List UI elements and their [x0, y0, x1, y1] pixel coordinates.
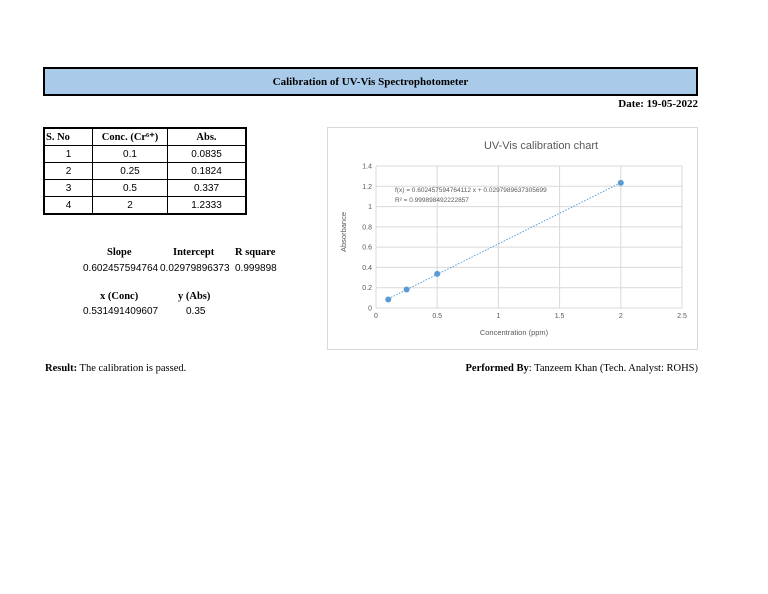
- x-tick-label: 1.5: [554, 313, 565, 320]
- data-point: [434, 271, 440, 277]
- performed-by-line: [466, 363, 699, 374]
- cell-sno: 2: [44, 163, 93, 180]
- y-tick-label: 1.2: [362, 183, 372, 191]
- document-date: Date: 19-05-2022: [618, 98, 698, 110]
- x-tick-label: 2.5: [677, 313, 687, 320]
- y-abs-label: y (Abs): [178, 291, 211, 302]
- calibration-table: [43, 127, 247, 215]
- y-tick-label: 0.6: [362, 244, 372, 252]
- y-tick-label: 0.4: [362, 264, 372, 272]
- slope-label: Slope: [107, 247, 132, 258]
- x-conc-value: 0.531491409607: [83, 306, 159, 317]
- cell-abs: 0.1824: [168, 163, 247, 180]
- trendline-r2: R² = 0.999898492222857: [395, 197, 469, 204]
- table-row: [44, 146, 246, 163]
- y-tick-label: 1: [368, 204, 372, 212]
- cell-abs: 1.2333: [168, 197, 247, 215]
- cell-abs: 0.0835: [168, 146, 247, 163]
- header-conc: Conc. (Cr⁶⁺): [93, 128, 168, 146]
- intercept-value: 0.02979896373: [160, 263, 230, 274]
- y-tick-label: 1.4: [362, 163, 372, 171]
- y-abs-value: 0.35: [186, 306, 206, 317]
- x-tick-label: 0.5: [432, 313, 443, 320]
- x-tick-label: 2: [618, 313, 623, 320]
- performed-by-label: Performed By: [465, 363, 529, 374]
- rsquare-label: R square: [235, 247, 276, 258]
- cell-abs: 0.337: [168, 180, 247, 197]
- calibration-chart: [327, 127, 698, 350]
- y-axis-label: Absorbance: [339, 211, 348, 253]
- chart-title: UV-Vis calibration chart: [483, 140, 599, 152]
- cell-sno: 4: [44, 197, 93, 215]
- trendline-equation: f(x) = 0.602457594764112 x + 0.0297989637305699: [395, 187, 547, 194]
- performed-by-text: : Tanzeem Khan (Tech. Analyst: ROHS): [528, 363, 698, 374]
- cell-conc: 0.1: [93, 146, 168, 163]
- result-line: [45, 363, 186, 374]
- slope-value: 0.602457594764: [83, 263, 159, 274]
- intercept-label: Intercept: [173, 247, 215, 258]
- header-abs: Abs.: [168, 128, 247, 146]
- x-conc-label: x (Conc): [100, 291, 139, 302]
- data-point: [385, 297, 391, 303]
- data-point: [618, 180, 624, 186]
- cell-conc: 2: [93, 197, 168, 215]
- x-axis-label: Concentration (ppm): [479, 328, 549, 337]
- x-tick-label: 1: [496, 313, 501, 320]
- table-row: [44, 163, 246, 180]
- y-tick-label: 0.2: [362, 285, 372, 293]
- y-tick-label: 0: [368, 305, 372, 313]
- table-row: [44, 180, 246, 197]
- cell-sno: 1: [44, 146, 93, 163]
- result-label: Result:: [45, 363, 78, 374]
- header-sno: S. No: [44, 128, 93, 146]
- document-title: Calibration of UV-Vis Spectrophotometer: [43, 67, 698, 96]
- chart-svg: [328, 128, 699, 351]
- rsquare-value: 0.999898: [235, 263, 277, 274]
- x-tick-label: 0: [374, 313, 378, 320]
- table-row: [44, 197, 246, 215]
- data-point: [404, 286, 410, 292]
- y-tick-label: 0.8: [362, 224, 372, 232]
- cell-sno: 3: [44, 180, 93, 197]
- cell-conc: 0.5: [93, 180, 168, 197]
- cell-conc: 0.25: [93, 163, 168, 180]
- table-header-row: [44, 128, 246, 146]
- result-text: The calibration is passed.: [77, 363, 187, 374]
